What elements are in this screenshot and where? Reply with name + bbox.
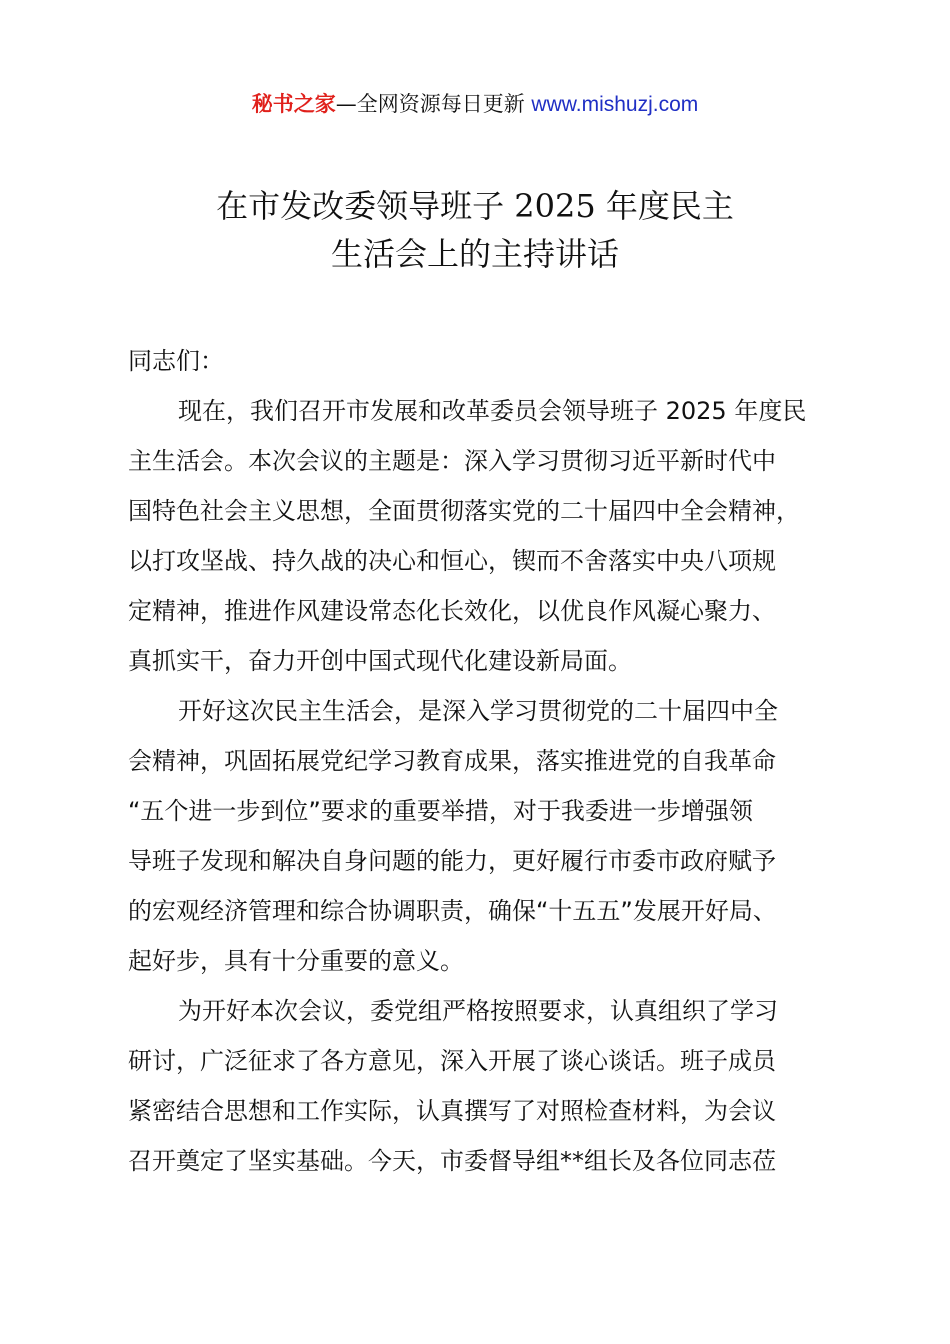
paragraph-line: 为开好本次会议，委党组严格按照要求，认真组织了学习 xyxy=(178,997,778,1025)
header-slogan: —全网资源每日更新 xyxy=(335,92,532,116)
document-title xyxy=(0,182,950,278)
paragraph-line: 起好步，具有十分重要的意义。 xyxy=(128,947,464,975)
site-header xyxy=(0,88,950,121)
paragraph-line: 的宏观经济管理和综合协调职责，确保“十五五”发展开好局、 xyxy=(128,897,777,925)
paragraph-line: 国特色社会主义思想，全面贯彻落实党的二十届四中全会精神， xyxy=(128,497,800,525)
title-line-1: 在市发改委领导班子 2025 年度民主 xyxy=(216,187,734,225)
paragraph-line: 真抓实干，奋力开创中国式现代化建设新局面。 xyxy=(128,647,632,675)
title-line-2: 生活会上的主持讲话 xyxy=(330,235,619,273)
paragraph-line: 现在，我们召开市发展和改革委员会领导班子 2025 年度民 xyxy=(178,397,807,425)
paragraph-line: 主生活会。本次会议的主题是：深入学习贯彻习近平新时代中 xyxy=(128,447,776,475)
paragraph-line: “五个进一步到位”要求的重要举措，对于我委进一步增强领 xyxy=(128,797,753,825)
paragraph-line: 定精神，推进作风建设常态化长效化，以优良作风凝心聚力、 xyxy=(128,597,776,625)
salutation: 同志们： xyxy=(128,347,224,375)
paragraph-line: 会精神，巩固拓展党纪学习教育成果，落实推进党的自我革命 xyxy=(128,747,776,775)
site-url-link[interactable]: www.mishuzj.com xyxy=(531,93,699,116)
paragraph-line: 以打攻坚战、持久战的决心和恒心，锲而不舍落实中央八项规 xyxy=(128,547,776,575)
paragraph-line: 导班子发现和解决自身问题的能力，更好履行市委市政府赋予 xyxy=(128,847,776,875)
paragraph-line: 研讨，广泛征求了各方意见，深入开展了谈心谈话。班子成员 xyxy=(128,1047,776,1075)
document-body xyxy=(128,336,836,1186)
paragraph-line: 开好这次民主生活会，是深入学习贯彻党的二十届四中全 xyxy=(178,697,778,725)
paragraph-line: 召开奠定了坚实基础。今天，市委督导组**组长及各位同志莅 xyxy=(128,1147,776,1175)
brand-name: 秘书之家 xyxy=(251,92,336,116)
paragraph-line: 紧密结合思想和工作实际，认真撰写了对照检查材料，为会议 xyxy=(128,1097,776,1125)
